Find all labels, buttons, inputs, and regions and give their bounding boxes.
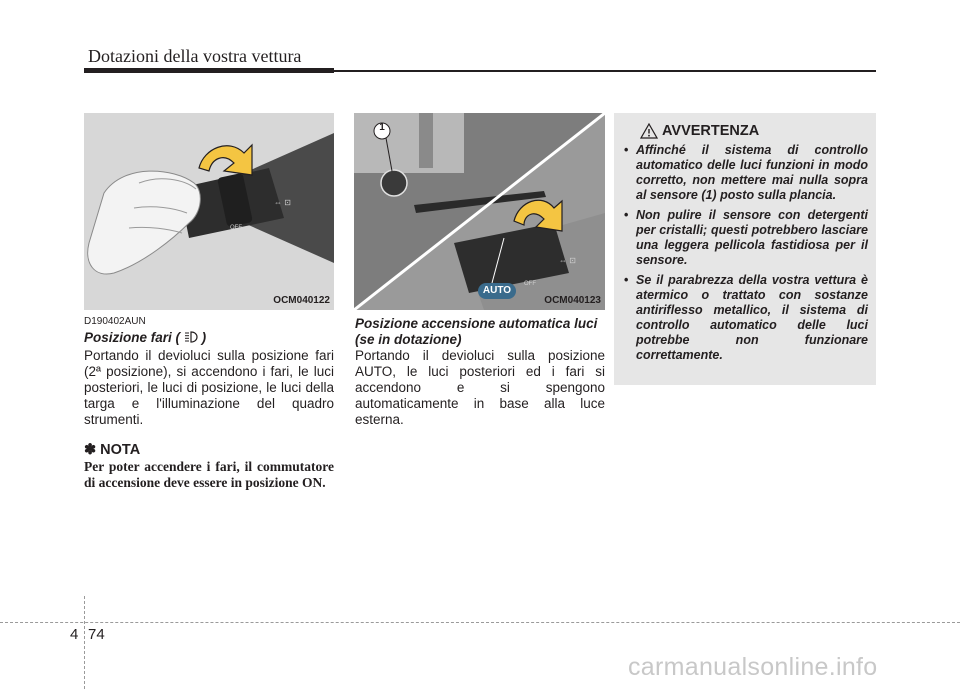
- section-id: D190402AUN: [84, 316, 146, 327]
- figure-headlight-switch: [84, 113, 334, 310]
- footer-rule: [0, 622, 960, 623]
- header-rule-thin: [334, 70, 876, 72]
- headlight-description: Portando il devioluci sulla posizione fari (2ª posizione), si accendono i fari, le luci posteriori, le luci di posizione, le luci della targa e l'illuminazione del quadro strumenti.: [84, 348, 334, 427]
- warning-triangle-icon: [640, 123, 658, 144]
- svg-text:⇔ ⊡: ⇔ ⊡: [559, 256, 576, 265]
- warning-item: • Se il parabrezza della vostra vettura è atermico o trattato con sostanze antiriflesso metallico, il sistema di controllo automatico delle luci potrebbe non funzionare correttamente.: [622, 273, 868, 363]
- subhead-line-2: (se in dotazione): [355, 332, 462, 347]
- page-number: 74: [88, 626, 105, 643]
- warning-box: [614, 113, 876, 385]
- warning-title: AVVERTENZA: [662, 123, 760, 139]
- subhead-headlight-position: [84, 330, 206, 346]
- page-header-title: Dotazioni della vostra vettura: [88, 46, 302, 66]
- figure-code: OCM040123: [544, 295, 601, 306]
- headlight-icon: [184, 331, 198, 343]
- auto-light-description: Portando il devioluci sulla posizione AUTO, le luci posteriori ed i fari si accendono e si spengono automaticamente in base alla luce esterna.: [355, 348, 605, 427]
- subhead-auto-light: [355, 316, 605, 348]
- chapter-number: 4: [70, 626, 79, 643]
- figure-auto-light: [354, 113, 605, 310]
- header-rule-thick: [84, 68, 334, 73]
- auto-light-illustration: [354, 113, 605, 310]
- warning-item: • Non pulire il sensore con detergenti per cristalli; questi potrebbero lasciare una leggera pellicola fastidiosa per il sensore.: [622, 208, 868, 268]
- note-title: ✽ NOTA: [84, 442, 141, 458]
- auto-label: AUTO: [482, 285, 512, 296]
- subhead-text-pre: Posizione fari (: [84, 330, 181, 345]
- warning-item: • Affinché il sistema di controllo automatico delle luci funzioni in modo corretto, non mettere mai nulla sopra al sensore (1) posto sulla plancia.: [622, 143, 868, 203]
- sensor-callout-number: 1: [379, 122, 385, 133]
- warning-list: [622, 143, 868, 368]
- subhead-text-post: ): [201, 330, 207, 345]
- svg-text:OFF: OFF: [524, 281, 536, 287]
- footer-divider: [84, 596, 85, 689]
- headlight-switch-illustration: [84, 113, 334, 310]
- svg-text:OFF: OFF: [230, 225, 242, 231]
- watermark: carmanualsonline.info: [628, 653, 878, 681]
- note-body: Per poter accendere i fari, il commutatore di accensione deve essere in posizione ON.: [84, 459, 334, 490]
- subhead-line-1: Posizione accensione automatica luci: [355, 316, 598, 331]
- svg-text:⇔ ⊡: ⇔ ⊡: [274, 198, 291, 207]
- figure-code: OCM040122: [273, 295, 330, 306]
